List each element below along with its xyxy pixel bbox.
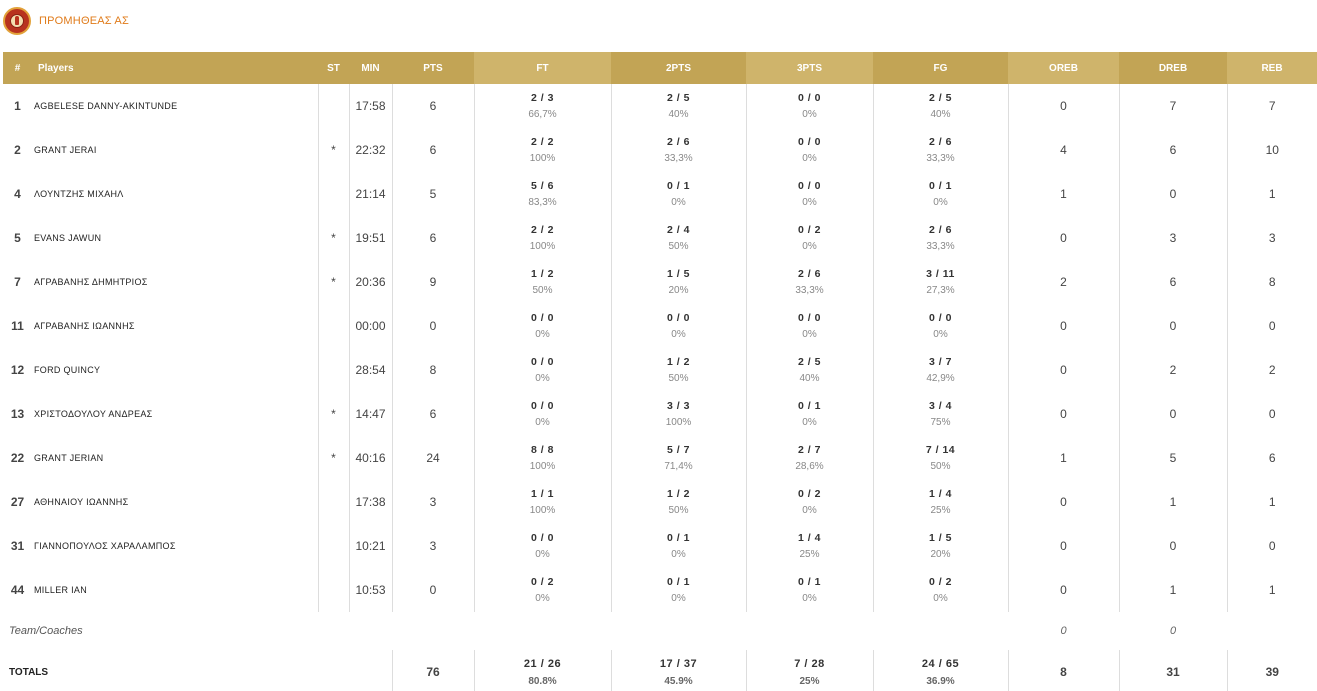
player-name[interactable]: MILLER IAN <box>32 568 318 612</box>
player-points: 0 <box>392 304 474 348</box>
player-row[interactable] <box>3 524 1317 568</box>
player-3pts <box>746 172 873 216</box>
player-fg-made-attempted: 3 / 7 <box>929 356 952 368</box>
player-2pts-percentage: 0% <box>671 197 686 208</box>
player-fg-made-attempted: 7 / 14 <box>925 444 956 456</box>
team-header <box>3 6 129 36</box>
player-fg-percentage: 50% <box>930 461 951 472</box>
player-minutes: 40:16 <box>349 436 392 480</box>
player-fg <box>873 172 1008 216</box>
totals-label: TOTALS <box>3 650 392 691</box>
player-name[interactable]: FORD QUINCY <box>32 348 318 392</box>
player-fg <box>873 216 1008 260</box>
player-3pts-percentage: 0% <box>802 593 817 604</box>
player-dreb: 6 <box>1119 260 1227 304</box>
player-fg <box>873 392 1008 436</box>
header-row <box>3 52 1317 84</box>
player-name[interactable]: ΓΙΑΝΝΟΠΟΥΛΟΣ ΧΑΡΑΛΑΜΠΟΣ <box>32 524 318 568</box>
player-3pts-made-attempted: 0 / 2 <box>798 488 821 500</box>
player-2pts-percentage: 71,4% <box>664 461 693 472</box>
player-ft <box>474 436 611 480</box>
player-points: 6 <box>392 84 474 128</box>
player-3pts-percentage: 0% <box>802 153 817 164</box>
player-number: 27 <box>10 495 25 509</box>
player-minutes: 19:51 <box>349 216 392 260</box>
player-3pts-made-attempted: 0 / 1 <box>798 400 821 412</box>
boxscore-table <box>3 52 1317 691</box>
player-oreb: 0 <box>1008 524 1119 568</box>
player-minutes: 20:36 <box>349 260 392 304</box>
player-2pts-percentage: 0% <box>671 593 686 604</box>
player-dreb: 1 <box>1119 568 1227 612</box>
player-dreb: 0 <box>1119 172 1227 216</box>
player-2pts <box>611 436 746 480</box>
col-header-dreb[interactable]: DREB <box>1119 52 1227 84</box>
player-fg <box>873 480 1008 524</box>
player-fg <box>873 84 1008 128</box>
player-points: 6 <box>392 128 474 172</box>
col-header-oreb[interactable]: OREB <box>1008 52 1119 84</box>
player-2pts-made-attempted: 0 / 0 <box>667 312 690 324</box>
player-points: 8 <box>392 348 474 392</box>
player-fg-made-attempted: 0 / 0 <box>929 312 952 324</box>
player-fg <box>873 568 1008 612</box>
player-ft-percentage: 83,3% <box>528 197 557 208</box>
player-number: 13 <box>10 407 25 421</box>
player-dreb: 0 <box>1119 524 1227 568</box>
player-2pts <box>611 348 746 392</box>
team-logo-icon <box>3 7 31 35</box>
player-starter: * <box>318 260 349 304</box>
player-number: 11 <box>11 319 24 333</box>
player-ft-percentage: 0% <box>535 417 550 428</box>
player-3pts-made-attempted: 0 / 0 <box>798 180 821 192</box>
player-fg-percentage: 0% <box>933 197 948 208</box>
player-3pts-percentage: 0% <box>802 197 817 208</box>
player-ft <box>474 568 611 612</box>
player-2pts <box>611 128 746 172</box>
totals-dreb: 31 <box>1119 650 1227 691</box>
player-2pts-percentage: 33,3% <box>664 153 693 164</box>
player-2pts-made-attempted: 5 / 7 <box>667 444 690 456</box>
player-3pts-percentage: 0% <box>802 417 817 428</box>
player-minutes: 21:14 <box>349 172 392 216</box>
player-dreb: 0 <box>1119 392 1227 436</box>
player-minutes: 10:21 <box>349 524 392 568</box>
col-header-pts[interactable]: PTS <box>392 52 474 84</box>
player-fg <box>873 348 1008 392</box>
player-number: 44 <box>10 583 25 597</box>
player-2pts-percentage: 50% <box>668 505 689 516</box>
team-name[interactable]: ΠΡΟΜΗΘΕΑΣ ΑΣ <box>39 15 129 27</box>
col-header-st[interactable]: ST <box>318 52 349 84</box>
player-ft-made-attempted: 2 / 2 <box>531 224 554 236</box>
player-row[interactable] <box>3 172 1317 216</box>
player-ft <box>474 172 611 216</box>
player-3pts-made-attempted: 0 / 2 <box>798 224 821 236</box>
player-ft-percentage: 50% <box>532 285 553 296</box>
player-number: 12 <box>10 363 25 377</box>
player-number: 1 <box>14 99 21 113</box>
player-ft <box>474 348 611 392</box>
player-3pts-percentage: 28,6% <box>795 461 824 472</box>
team-coaches-label: Team/Coaches <box>9 625 83 637</box>
player-3pts <box>746 524 873 568</box>
player-ft-made-attempted: 0 / 0 <box>531 356 554 368</box>
player-ft-percentage: 0% <box>535 593 550 604</box>
player-fg <box>873 304 1008 348</box>
player-reb: 10 <box>1265 143 1279 157</box>
player-reb: 7 <box>1268 99 1276 113</box>
player-starter <box>318 524 349 568</box>
player-2pts-made-attempted: 1 / 5 <box>667 268 690 280</box>
player-3pts-made-attempted: 2 / 5 <box>798 356 821 368</box>
player-ft <box>474 480 611 524</box>
player-points: 3 <box>392 480 474 524</box>
player-dreb: 2 <box>1119 348 1227 392</box>
player-3pts-made-attempted: 2 / 6 <box>798 268 821 280</box>
player-reb: 2 <box>1268 363 1276 377</box>
player-fg-made-attempted: 1 / 5 <box>929 532 952 544</box>
player-2pts-percentage: 100% <box>665 417 692 428</box>
player-reb: 3 <box>1268 231 1276 245</box>
player-ft <box>474 392 611 436</box>
player-fg-percentage: 0% <box>933 593 948 604</box>
player-starter: * <box>318 216 349 260</box>
player-oreb: 0 <box>1008 216 1119 260</box>
player-name[interactable]: ΛΟΥΝΤΖΗΣ ΜΙΧΑΗΛ <box>32 172 318 216</box>
player-number: 2 <box>14 143 21 157</box>
player-ft-percentage: 100% <box>529 241 556 252</box>
player-reb: 0 <box>1268 319 1276 333</box>
player-name[interactable]: EVANS JAWUN <box>32 216 318 260</box>
player-row[interactable] <box>3 216 1317 260</box>
totals-ft: 21 / 26 80.8% <box>474 650 611 691</box>
player-ft <box>474 304 611 348</box>
player-minutes: 17:58 <box>349 84 392 128</box>
player-fg-percentage: 40% <box>930 109 951 120</box>
player-fg <box>873 524 1008 568</box>
player-starter <box>318 348 349 392</box>
player-oreb: 0 <box>1008 348 1119 392</box>
player-ft-percentage: 66,7% <box>528 109 557 120</box>
totals-pts: 76 <box>392 650 474 691</box>
player-2pts-percentage: 50% <box>668 373 689 384</box>
player-fg-made-attempted: 2 / 5 <box>929 92 952 104</box>
player-row[interactable] <box>3 348 1317 392</box>
player-minutes: 00:00 <box>349 304 392 348</box>
col-header-ft[interactable]: FT <box>474 52 611 84</box>
col-header-fg[interactable]: FG <box>873 52 1008 84</box>
player-2pts <box>611 392 746 436</box>
player-ft-made-attempted: 2 / 3 <box>531 92 554 104</box>
player-points: 6 <box>392 392 474 436</box>
player-3pts <box>746 128 873 172</box>
col-header-num: # <box>3 52 32 84</box>
player-ft-percentage: 100% <box>529 505 556 516</box>
player-oreb: 1 <box>1008 172 1119 216</box>
player-2pts-percentage: 40% <box>668 109 689 120</box>
player-fg-percentage: 27,3% <box>926 285 955 296</box>
player-3pts <box>746 392 873 436</box>
player-reb: 0 <box>1268 539 1276 553</box>
col-header-3pts[interactable]: 3PTS <box>746 52 873 84</box>
player-3pts <box>746 436 873 480</box>
player-oreb: 2 <box>1008 260 1119 304</box>
player-3pts-made-attempted: 2 / 7 <box>798 444 821 456</box>
player-ft-made-attempted: 0 / 0 <box>531 532 554 544</box>
player-2pts-made-attempted: 0 / 1 <box>667 576 690 588</box>
player-3pts-made-attempted: 0 / 0 <box>798 92 821 104</box>
team-dreb: 0 <box>1169 625 1177 637</box>
player-starter: * <box>318 392 349 436</box>
player-2pts-percentage: 0% <box>671 329 686 340</box>
player-3pts-made-attempted: 0 / 0 <box>798 136 821 148</box>
player-dreb: 6 <box>1119 128 1227 172</box>
player-fg-made-attempted: 1 / 4 <box>929 488 952 500</box>
player-row[interactable] <box>3 84 1317 128</box>
player-fg-percentage: 0% <box>933 329 948 340</box>
player-minutes: 10:53 <box>349 568 392 612</box>
player-starter <box>318 172 349 216</box>
player-minutes: 28:54 <box>349 348 392 392</box>
player-fg <box>873 436 1008 480</box>
player-3pts-percentage: 25% <box>799 549 820 560</box>
player-oreb: 4 <box>1008 128 1119 172</box>
player-2pts-made-attempted: 3 / 3 <box>667 400 690 412</box>
player-ft-percentage: 100% <box>529 461 556 472</box>
player-oreb: 0 <box>1008 480 1119 524</box>
col-header-reb[interactable]: REB <box>1227 52 1317 84</box>
player-3pts-percentage: 40% <box>799 373 820 384</box>
player-starter: * <box>318 436 349 480</box>
player-3pts <box>746 216 873 260</box>
player-2pts <box>611 304 746 348</box>
player-ft <box>474 84 611 128</box>
player-2pts-made-attempted: 2 / 6 <box>667 136 690 148</box>
player-number: 22 <box>10 451 25 465</box>
player-points: 9 <box>392 260 474 304</box>
player-2pts <box>611 480 746 524</box>
player-oreb: 0 <box>1008 304 1119 348</box>
player-name[interactable]: ΑΓΡΑΒΑΝΗΣ ΔΗΜΗΤΡΙΟΣ <box>32 260 318 304</box>
player-3pts-made-attempted: 0 / 0 <box>798 312 821 324</box>
totals-reb: 39 <box>1265 665 1279 679</box>
player-row[interactable] <box>3 436 1317 480</box>
player-fg-percentage: 20% <box>930 549 951 560</box>
totals-2pts: 17 / 37 45.9% <box>611 650 746 691</box>
player-name[interactable]: GRANT JERIAN <box>32 436 318 480</box>
player-ft-made-attempted: 5 / 6 <box>531 180 554 192</box>
player-ft-percentage: 0% <box>535 549 550 560</box>
player-starter <box>318 480 349 524</box>
player-fg-percentage: 75% <box>930 417 951 428</box>
player-fg-percentage: 33,3% <box>926 241 955 252</box>
player-fg-made-attempted: 3 / 11 <box>926 268 955 280</box>
player-starter <box>318 304 349 348</box>
col-header-players[interactable]: Players <box>32 52 318 84</box>
player-3pts <box>746 84 873 128</box>
player-2pts-made-attempted: 0 / 1 <box>667 180 690 192</box>
player-row[interactable] <box>3 128 1317 172</box>
player-ft-percentage: 0% <box>535 373 550 384</box>
player-3pts-percentage: 33,3% <box>795 285 824 296</box>
player-ft-percentage: 100% <box>529 153 556 164</box>
player-3pts-percentage: 0% <box>802 109 817 120</box>
player-ft-made-attempted: 0 / 0 <box>531 312 554 324</box>
player-2pts-percentage: 20% <box>668 285 689 296</box>
player-3pts-percentage: 0% <box>802 241 817 252</box>
player-3pts <box>746 304 873 348</box>
player-2pts-percentage: 0% <box>671 549 686 560</box>
player-dreb: 5 <box>1119 436 1227 480</box>
player-2pts-made-attempted: 1 / 2 <box>667 488 690 500</box>
team-coaches-row <box>3 612 1317 650</box>
player-2pts <box>611 524 746 568</box>
player-ft <box>474 524 611 568</box>
player-ft-made-attempted: 2 / 2 <box>531 136 554 148</box>
player-3pts-made-attempted: 0 / 1 <box>798 576 821 588</box>
player-dreb: 7 <box>1119 84 1227 128</box>
player-dreb: 3 <box>1119 216 1227 260</box>
player-points: 3 <box>392 524 474 568</box>
player-number: 4 <box>14 187 21 201</box>
player-oreb: 0 <box>1008 392 1119 436</box>
player-name[interactable]: GRANT JERAI <box>32 128 318 172</box>
player-reb: 1 <box>1268 187 1276 201</box>
totals-oreb: 8 <box>1008 650 1119 691</box>
player-number: 7 <box>14 275 21 289</box>
player-fg-percentage: 25% <box>930 505 951 516</box>
player-3pts <box>746 260 873 304</box>
player-points: 0 <box>392 568 474 612</box>
player-3pts <box>746 568 873 612</box>
player-fg-percentage: 42,9% <box>926 373 955 384</box>
player-fg <box>873 260 1008 304</box>
player-row[interactable] <box>3 304 1317 348</box>
player-3pts-made-attempted: 1 / 4 <box>798 532 821 544</box>
player-fg-made-attempted: 0 / 2 <box>929 576 952 588</box>
player-3pts <box>746 480 873 524</box>
player-3pts-percentage: 0% <box>802 505 817 516</box>
player-minutes: 14:47 <box>349 392 392 436</box>
player-2pts-percentage: 50% <box>668 241 689 252</box>
player-2pts <box>611 260 746 304</box>
player-2pts-made-attempted: 0 / 1 <box>667 532 690 544</box>
col-header-min[interactable]: MIN <box>349 52 392 84</box>
player-2pts <box>611 568 746 612</box>
player-2pts-made-attempted: 2 / 4 <box>667 224 690 236</box>
player-2pts-made-attempted: 2 / 5 <box>667 92 690 104</box>
player-fg <box>873 128 1008 172</box>
player-2pts <box>611 84 746 128</box>
player-ft-made-attempted: 0 / 2 <box>531 576 554 588</box>
player-ft-percentage: 0% <box>535 329 550 340</box>
player-points: 6 <box>392 216 474 260</box>
totals-fg: 24 / 65 36.9% <box>873 650 1008 691</box>
player-2pts-made-attempted: 1 / 2 <box>667 356 690 368</box>
player-dreb: 1 <box>1119 480 1227 524</box>
player-points: 24 <box>392 436 474 480</box>
player-reb: 0 <box>1268 407 1276 421</box>
player-fg-made-attempted: 2 / 6 <box>929 224 952 236</box>
player-fg-made-attempted: 0 / 1 <box>929 180 952 192</box>
totals-3pts: 7 / 28 25% <box>746 650 873 691</box>
player-number: 31 <box>10 539 25 553</box>
player-oreb: 0 <box>1008 84 1119 128</box>
player-2pts <box>611 216 746 260</box>
col-header-2pts[interactable]: 2PTS <box>611 52 746 84</box>
player-row[interactable] <box>3 260 1317 304</box>
player-number: 5 <box>14 231 21 245</box>
player-starter: * <box>318 128 349 172</box>
player-fg-made-attempted: 2 / 6 <box>929 136 952 148</box>
player-starter <box>318 568 349 612</box>
player-minutes: 17:38 <box>349 480 392 524</box>
player-reb: 1 <box>1268 495 1276 509</box>
player-ft-made-attempted: 8 / 8 <box>531 444 554 456</box>
player-minutes: 22:32 <box>349 128 392 172</box>
player-starter <box>318 84 349 128</box>
team-oreb: 0 <box>1060 625 1067 637</box>
player-name[interactable]: ΧΡΙΣΤΟΔΟΥΛΟΥ ΑΝΔΡΕΑΣ <box>32 392 318 436</box>
player-fg-percentage: 33,3% <box>926 153 955 164</box>
player-fg-made-attempted: 3 / 4 <box>929 400 952 412</box>
player-row[interactable] <box>3 392 1317 436</box>
player-reb: 8 <box>1268 275 1276 289</box>
player-oreb: 0 <box>1008 568 1119 612</box>
player-3pts <box>746 348 873 392</box>
player-row[interactable] <box>3 568 1317 612</box>
player-ft-made-attempted: 1 / 1 <box>531 488 554 500</box>
player-name[interactable]: ΑΘΗΝΑΙΟΥ ΙΩΑΝΝΗΣ <box>32 480 318 524</box>
player-reb: 1 <box>1268 583 1276 597</box>
player-3pts-percentage: 0% <box>802 329 817 340</box>
player-points: 5 <box>392 172 474 216</box>
totals-row <box>3 650 1317 691</box>
player-dreb: 0 <box>1119 304 1227 348</box>
player-ft-made-attempted: 0 / 0 <box>531 400 554 412</box>
player-ft <box>474 128 611 172</box>
player-ft-made-attempted: 1 / 2 <box>531 268 554 280</box>
player-oreb: 1 <box>1008 436 1119 480</box>
player-2pts <box>611 172 746 216</box>
player-name[interactable]: ΑΓΡΑΒΑΝΗΣ ΙΩΑΝΝΗΣ <box>32 304 318 348</box>
player-name[interactable]: AGBELESE DANNY-AKINTUNDE <box>32 84 318 128</box>
player-ft <box>474 216 611 260</box>
player-ft <box>474 260 611 304</box>
player-row[interactable] <box>3 480 1317 524</box>
player-reb: 6 <box>1268 451 1276 465</box>
